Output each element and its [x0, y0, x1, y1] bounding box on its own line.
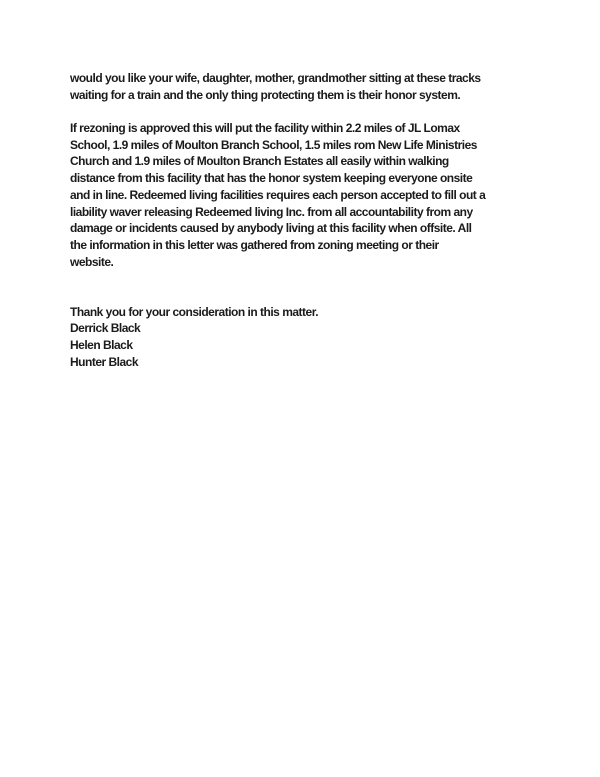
text-line: liability waver releasing Redeemed living Inc. from all accountability from any	[70, 204, 473, 219]
body-paragraph-1	[70, 70, 545, 103]
body-paragraph-2	[70, 120, 545, 270]
text-line: Thank you for your consideration in this matter.	[70, 304, 319, 319]
text-line: If rezoning is approved this will put the facility within 2.2 miles of JL Lomax	[70, 121, 460, 136]
closing-block	[70, 304, 545, 371]
text-line: waiting for a train and the only thing protecting them is their honor system.	[70, 87, 461, 102]
text-line: Helen Black	[70, 338, 133, 353]
text-line: the information in this letter was gathered from zoning meeting or their	[70, 237, 439, 252]
text-line: Hunter Black	[70, 354, 139, 369]
text-line: and in line. Redeemed living facilities requires each person accepted to fill out a	[70, 187, 486, 202]
text-line: website.	[70, 254, 114, 269]
text-line: damage or incidents caused by anybody living at this facility when offsite. All	[70, 221, 472, 236]
text-line: would you like your wife, daughter, mother, grandmother sitting at these tracks	[70, 71, 481, 85]
text-line: Derrick Black	[70, 321, 141, 336]
letter-body	[70, 70, 545, 370]
text-line: School, 1.9 miles of Moulton Branch School, 1.5 miles rom New Life Ministries	[70, 137, 477, 152]
text-line: distance from this facility that has the honor system keeping everyone onsite	[70, 171, 473, 186]
text-line: Church and 1.9 miles of Moulton Branch Estates all easily within walking	[70, 154, 449, 169]
